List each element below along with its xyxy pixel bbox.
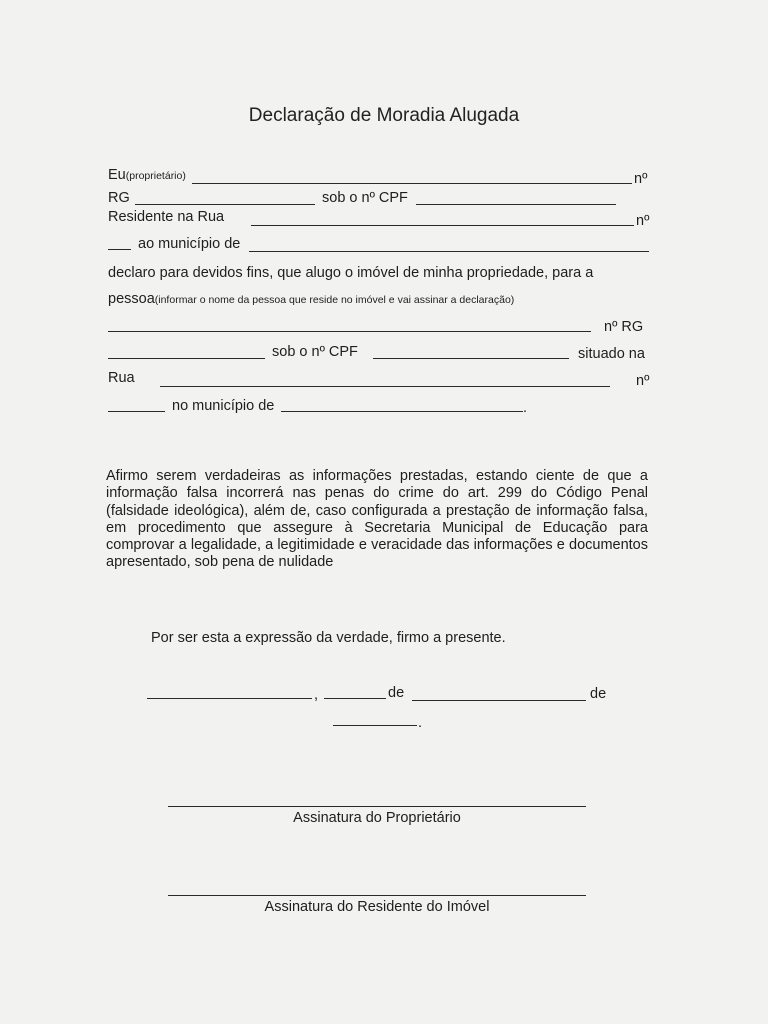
label-resident-sob-cpf: sob o nº CPF — [272, 344, 358, 360]
owner-signature-line[interactable] — [168, 806, 586, 807]
resident-cpf-field[interactable] — [373, 358, 569, 359]
day-field[interactable] — [324, 698, 386, 699]
date-period: . — [418, 715, 423, 731]
resident-city-field[interactable] — [281, 411, 523, 412]
resident-signature-line[interactable] — [168, 895, 586, 896]
label-sob-cpf: sob o nº CPF — [322, 190, 408, 206]
affirmation-paragraph: Afirmo serem verdadeiras as informações prestadas, estando ciente de que a informação falsa incorrerá nas penas do crime do art. 299 do Código Penal (falsidade ideológica), além de, caso configurada a prestação de informação falsa, em procedimento que assegure à Secretaria Municipal de Educação para comprovar a legalidade, a legitimidade e veracidade das informações e documentos apresentado, sob pena de nulidade — [106, 468, 648, 571]
label-rg: RG — [108, 190, 130, 206]
eu-text: Eu — [108, 167, 126, 183]
declaro-text: declaro para devidos fins, que alugo o imóvel de minha propriedade, para a — [108, 265, 594, 281]
date-de-2: de — [590, 686, 607, 702]
proprietario-note: (proprietário) — [125, 170, 186, 182]
resident-street-field[interactable] — [160, 386, 610, 387]
owner-name-field[interactable] — [192, 183, 632, 184]
closing-text: Por ser esta a expressão da verdade, firmo a presente. — [151, 630, 506, 646]
resident-number-field[interactable] — [108, 411, 165, 412]
resident-name-field[interactable] — [108, 331, 591, 332]
owner-cpf-field[interactable] — [416, 204, 616, 205]
year-field[interactable] — [333, 725, 417, 726]
label-no-2: nº — [636, 213, 650, 229]
label-eu — [108, 166, 186, 185]
label-no-rg: nº RG — [604, 319, 644, 335]
label-resident-municipio: no município de — [172, 398, 275, 414]
period-1: . — [523, 400, 528, 416]
label-rua: Rua — [108, 370, 135, 386]
pessoa-note: (informar o nome da pessoa que reside no imóvel e vai assinar a declaração) — [154, 294, 515, 306]
label-pessoa — [108, 290, 514, 309]
owner-city-field[interactable] — [249, 251, 649, 252]
page-title: Declaração de Moradia Alugada — [248, 105, 520, 126]
date-de-1: de — [388, 685, 405, 701]
label-no-3: nº — [636, 373, 650, 389]
month-field[interactable] — [412, 700, 586, 701]
owner-street-field[interactable] — [251, 225, 634, 226]
resident-signature-label: Assinatura do Residente do Imóvel — [264, 899, 490, 915]
label-municipio: ao município de — [138, 236, 241, 252]
label-residente-rua: Residente na Rua — [108, 209, 225, 225]
date-comma: , — [314, 687, 319, 703]
owner-number-field[interactable] — [108, 249, 131, 250]
city-field[interactable] — [147, 698, 312, 699]
label-situado: situado na — [578, 346, 645, 362]
label-no-1: nº — [634, 171, 648, 187]
owner-signature-label: Assinatura do Proprietário — [293, 810, 461, 826]
owner-rg-field[interactable] — [135, 204, 315, 205]
resident-rg-field[interactable] — [108, 358, 265, 359]
pessoa-text: pessoa — [108, 291, 155, 307]
